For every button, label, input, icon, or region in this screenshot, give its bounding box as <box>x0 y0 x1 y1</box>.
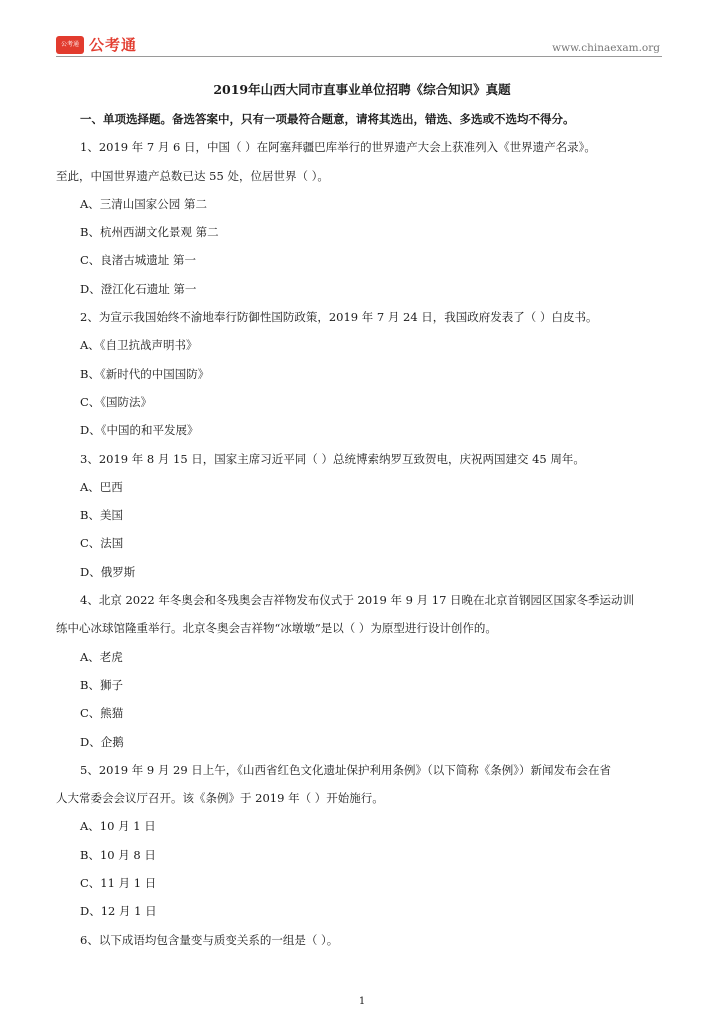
page-number: 1 <box>358 996 366 1007</box>
question-1-option-b: B、杭州西湖文化景观 第二 <box>80 225 219 240</box>
question-5-option-a: A、10 月 1 日 <box>80 819 156 834</box>
document-title: 2019年山西大同市直事业单位招聘《综合知识》真题 <box>213 82 511 97</box>
question-3-option-c: C、法国 <box>80 536 124 551</box>
question-1-option-a: A、三清山国家公园 第二 <box>80 196 207 211</box>
question-5-option-b: B、10 月 8 日 <box>80 847 156 862</box>
question-4-option-b: B、狮子 <box>80 677 123 692</box>
question-3-option-d: D、俄罗斯 <box>80 564 136 579</box>
question-6-text: 6、以下成语均包含量变与质变关系的一组是（ ）。 <box>80 932 339 947</box>
document-body <box>56 105 671 954</box>
question-5-option-d: D、12 月 1 日 <box>80 904 157 919</box>
question-1-option-d: D、澄江化石遗址 第一 <box>80 281 197 296</box>
question-3-option-a: A、巴西 <box>80 479 123 494</box>
logo-badge-icon: 公考通 <box>56 36 84 54</box>
brand-logo <box>56 34 137 55</box>
logo-text: 公考通 <box>89 36 138 54</box>
question-4-text-cont: 练中心冰球馆隆重举行。北京冬奥会吉祥物“冰墩墩”是以（ ）为原型进行设计创作的。 <box>56 621 497 636</box>
question-3-option-b: B、美国 <box>80 508 123 523</box>
question-1-option-c: C、良渚古城遗址 第一 <box>80 253 196 268</box>
question-2-option-a: A、《自卫抗战声明书》 <box>80 338 198 353</box>
question-1-text: 1、2019 年 7 月 6 日，中国（ ）在阿塞拜疆巴库举行的世界遗产大会上获准列入《世界遗产名录》。 <box>80 140 596 155</box>
header-divider <box>56 56 662 57</box>
question-2-option-b: B、《新时代的中国国防》 <box>80 366 210 381</box>
question-4-option-d: D、企鹅 <box>80 734 124 749</box>
question-2-text: 2、为宣示我国始终不渝地奉行防御性国防政策，2019 年 7 月 24 日，我国政府发表了（ ）白皮书。 <box>80 310 598 325</box>
question-5-option-c: C、11 月 1 日 <box>80 876 157 891</box>
site-url: www.chinaexam.org <box>552 42 660 54</box>
question-5-text-cont: 人大常委会会议厅召开。该《条例》于 2019 年（ ）开始施行。 <box>56 791 384 806</box>
question-2-option-d: D、《中国的和平发展》 <box>80 423 199 438</box>
question-1-text-cont: 至此，中国世界遗产总数已达 55 处，位居世界（ ）。 <box>56 168 329 183</box>
question-2-option-c: C、《国防法》 <box>80 394 153 409</box>
question-5-text: 5、2019 年 9 月 29 日上午，《山西省红色文化遗址保护利用条例》（以下简称《条例》）新闻发布会在省 <box>80 762 612 777</box>
section-heading: 一、单项选择题。备选答案中，只有一项最符合题意，请将其选出，错选、多选或不选均不得分。 <box>80 112 575 126</box>
question-3-text: 3、2019 年 8 月 15 日，国家主席习近平同（ ）总统博索纳罗互致贺电，庆祝两国建交 45 周年。 <box>80 451 585 466</box>
question-4-text: 4、北京 2022 年冬奥会和冬残奥会吉祥物发布仪式于 2019 年 9 月 17 日晚在北京首钢园区国家冬季运动训 <box>80 593 635 608</box>
question-4-option-a: A、老虎 <box>80 649 123 664</box>
question-4-option-c: C、熊猫 <box>80 706 124 721</box>
page-header <box>0 0 724 60</box>
